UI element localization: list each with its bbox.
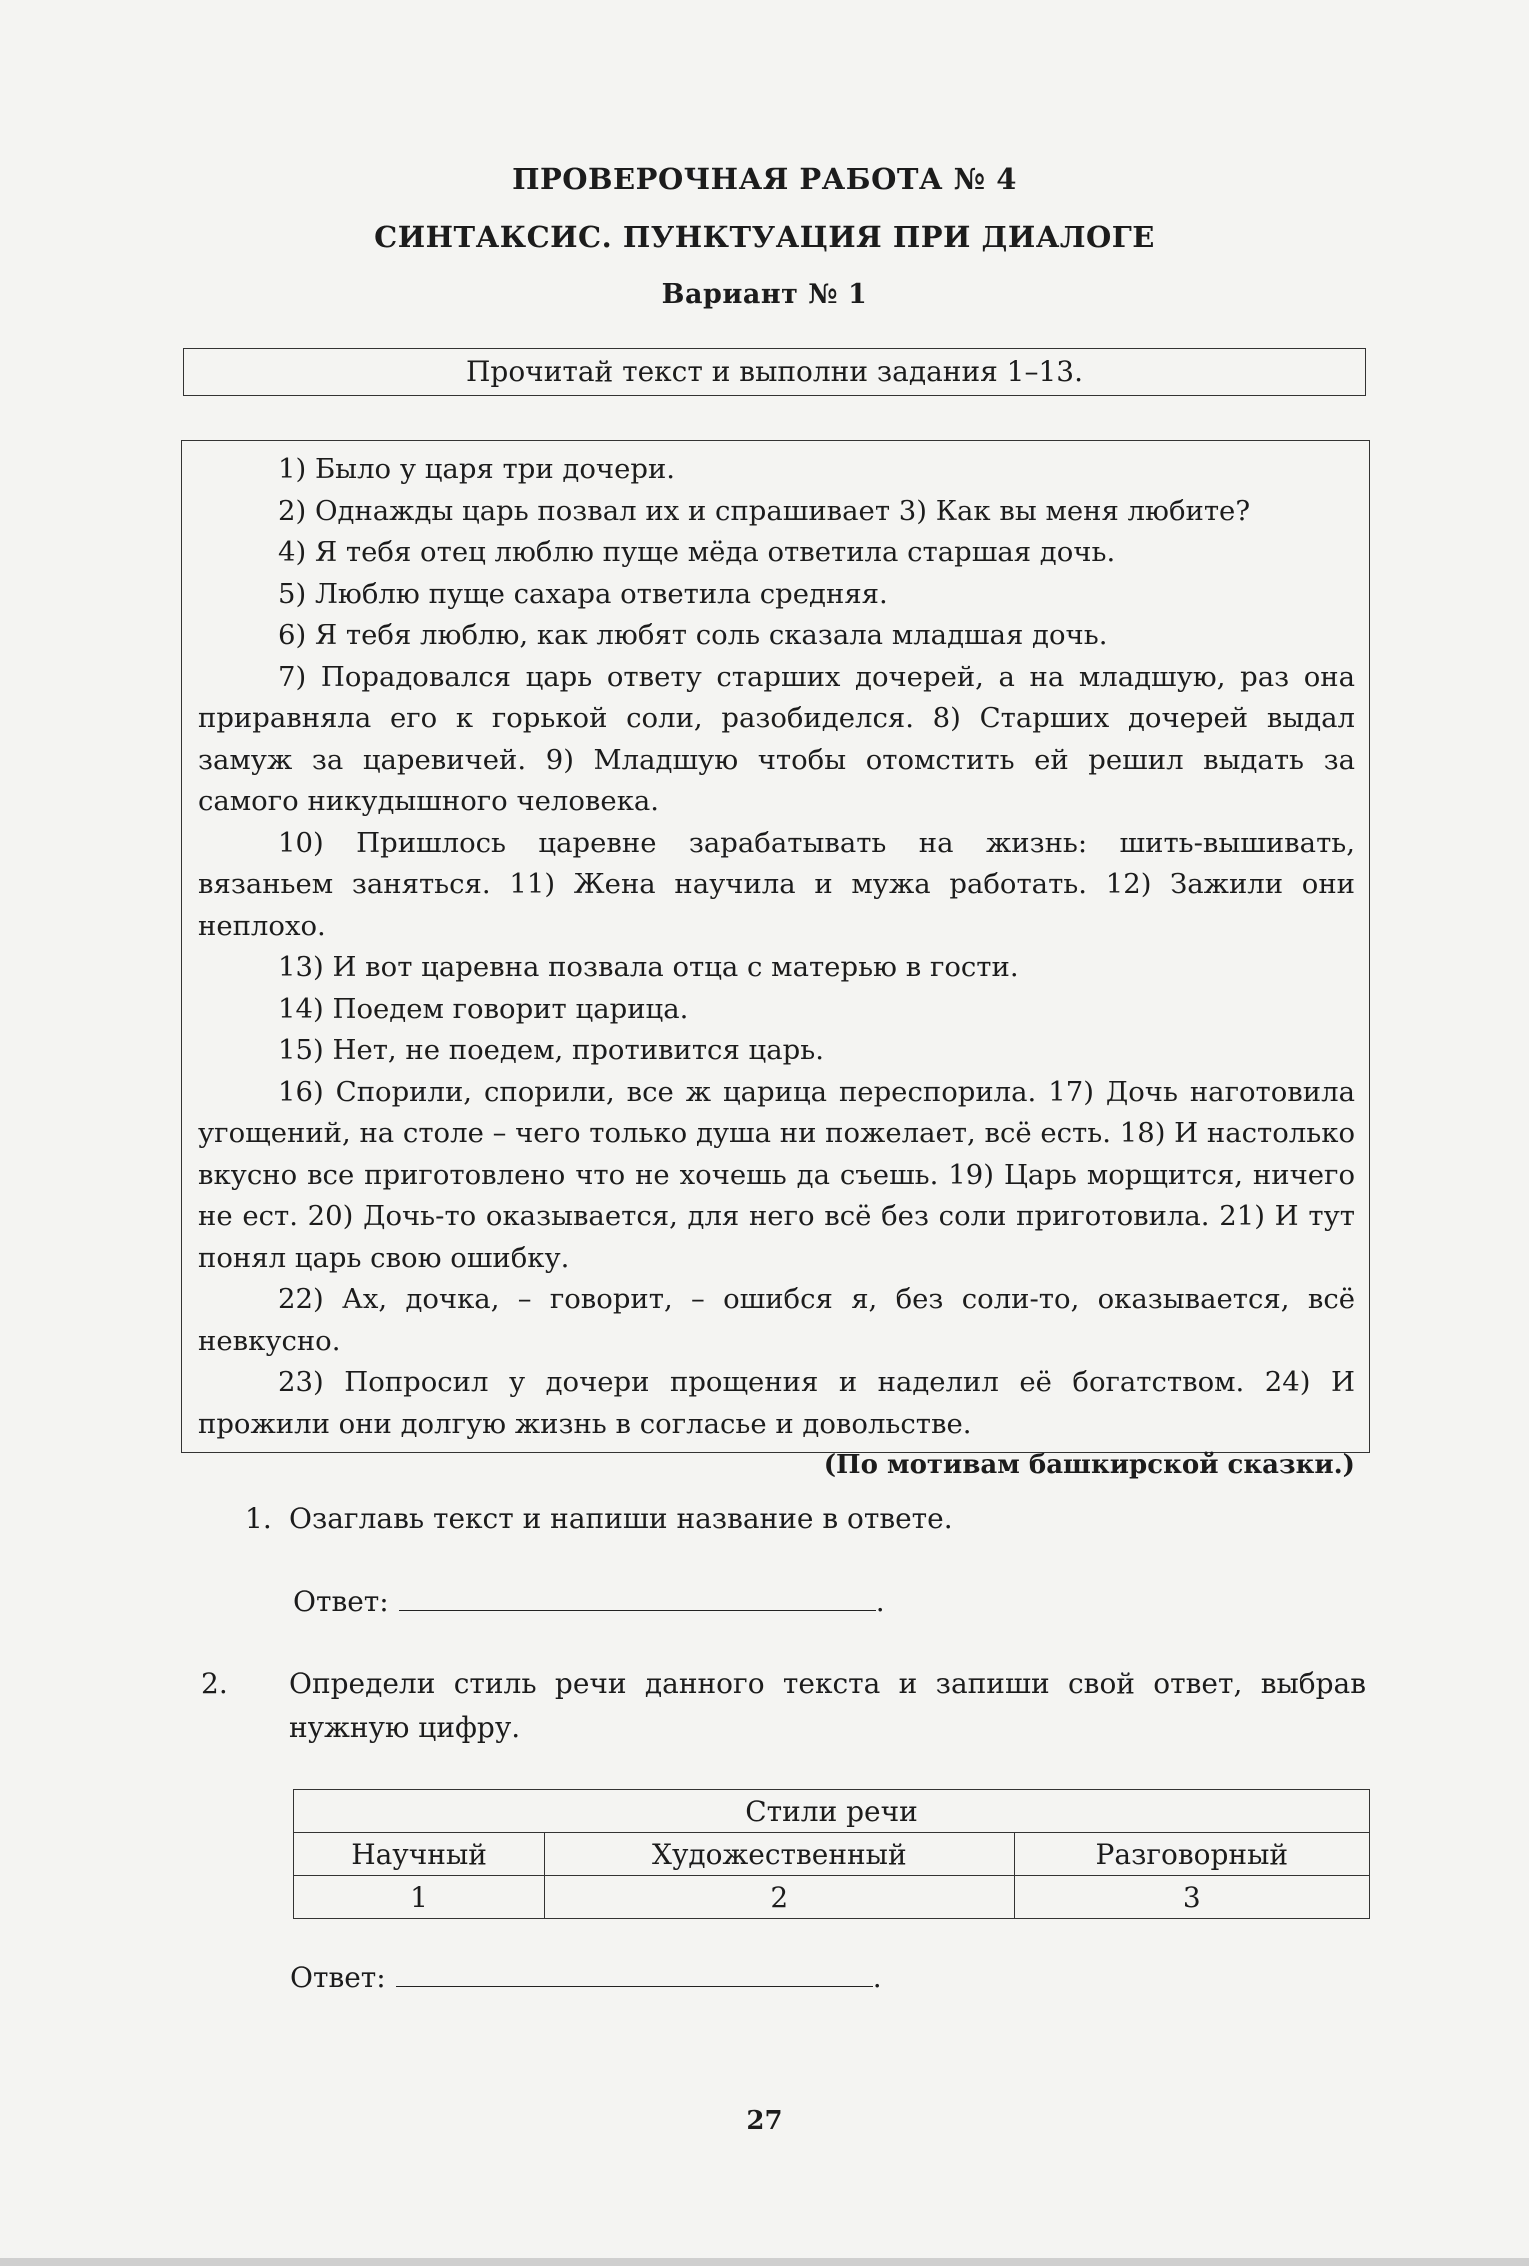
answer-end: . [872, 1961, 882, 1994]
text-paragraph: 4) Я тебя отец люблю пуще мёда ответила старшая дочь. [278, 536, 1116, 568]
table-column-header: Художественный [545, 1833, 1014, 1876]
table-column-header: Разговорный [1014, 1833, 1369, 1876]
text-source: (По мотивам башкирской сказки.) [823, 1450, 1355, 1480]
text-paragraph: 13) И вот царевна позвала отца с матерью в гости. [278, 951, 1019, 983]
text-paragraph: 6) Я тебя люблю, как любят соль сказала младшая дочь. [278, 619, 1108, 651]
answer-1-line[interactable] [399, 1580, 876, 1611]
instruction-box: Прочитай текст и выполни задания 1–13. [183, 348, 1366, 396]
answer-label: Ответ: [290, 1961, 386, 1994]
answer-2 [290, 1956, 882, 1998]
table-cell: 1 [294, 1876, 545, 1919]
page-number: 27 [746, 2106, 783, 2136]
text-paragraph: 1) Было у царя три дочери. [278, 453, 676, 485]
text-paragraph: 14) Поедем говорит царица. [278, 992, 689, 1025]
page-subtitle: СИНТАКСИС. ПУНКТУАЦИЯ ПРИ ДИАЛОГЕ [374, 220, 1155, 254]
text-paragraph: 15) Нет, не поедем, противится царь. [278, 1034, 824, 1066]
task-1 [245, 1497, 1365, 1541]
text-paragraph: 10) Пришлось царевне зарабатывать на жизнь: шить-вышивать, вязаньем заняться. 11) Жена научила и мужа работать. 12) Зажили они неплохо. [198, 826, 1355, 942]
reading-text-box [181, 440, 1370, 1480]
text-paragraph: 22) Ах, дочка, – говорит, – ошибся я, без соли-то, оказывается, всё невкусно. [198, 1283, 1355, 1357]
page-header [0, 150, 1529, 324]
table-column-header: Научный [294, 1833, 545, 1876]
text-paragraph: 23) Попросил у дочери прощения и наделил её богатством. 24) И прожили они долгую жизнь в согласье и довольстве. [198, 1366, 1355, 1440]
answer-2-line[interactable] [396, 1956, 873, 1987]
text-paragraph: 5) Люблю пуще сахара ответила средняя. [278, 577, 888, 610]
page-title: ПРОВЕРОЧНАЯ РАБОТА № 4 [512, 162, 1017, 196]
text-paragraph: 2) Однажды царь позвал их и спрашивает 3) Как вы меня любите? [278, 494, 1251, 527]
task-text: Определи стиль речи данного текста и запиши свой ответ, выбрав нужную цифру. [289, 1667, 1366, 1744]
task-text: Озаглавь текст и напиши название в ответе. [289, 1502, 953, 1535]
task-2 [201, 1662, 1366, 1750]
table-header: Стили речи [294, 1790, 1370, 1833]
text-paragraph: 7) Порадовался царь ответу старших дочерей, а на младшую, раз она приравняла его к горькой соли, разобиделся. 8) Старших дочерей выдал замуж за царевичей. 9) Младшую чтобы отомстить ей решил выдать за самого никудышного человека. [198, 660, 1355, 817]
answer-end: . [875, 1585, 885, 1618]
speech-styles-table [293, 1789, 1370, 1919]
scan-bottom-edge [0, 2258, 1529, 2266]
text-paragraph: 16) Спорили, спорили, все ж царица переспорила. 17) Дочь наготовила угощений, на столе – чего только душа ни пожелает, всё есть. 18) И настолько вкусно все приготовлено что не хочешь да съешь. 19) Царь морщится, ничего не ест. 20) Дочь-то оказывается, для него всё без соли приготовила. 21) И тут понял царь свою ошибку. [198, 1075, 1355, 1274]
answer-label: Ответ: [293, 1585, 389, 1618]
table-cell: 3 [1014, 1876, 1369, 1919]
table-cell: 2 [545, 1876, 1014, 1919]
task-number: 1. [245, 1502, 272, 1535]
task-number: 2. [201, 1667, 228, 1700]
variant-label: Вариант № 1 [661, 279, 868, 310]
answer-1 [293, 1580, 885, 1622]
